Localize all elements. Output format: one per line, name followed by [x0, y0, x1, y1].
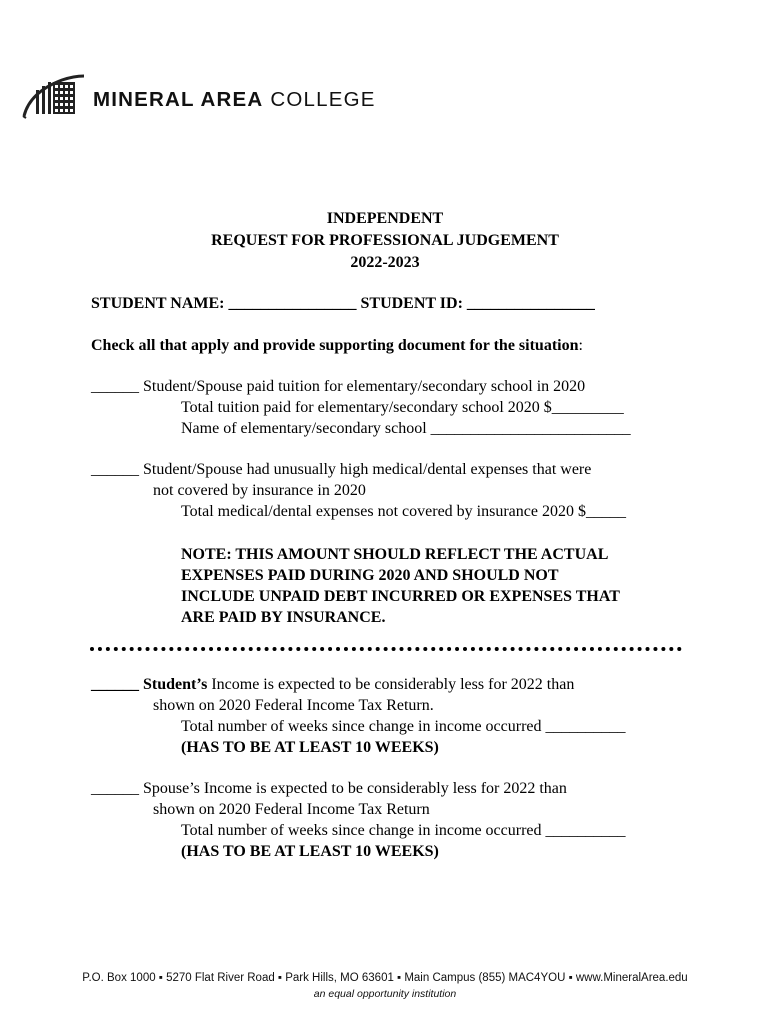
form-title: REQUEST FOR PROFESSIONAL JUDGEMENT — [211, 232, 559, 249]
spouse-weeks-line: Total number of weeks since change in income occurred __________ — [181, 822, 626, 839]
tuition-total-line: Total tuition paid for elementary/secondary school 2020 $_________ — [181, 399, 624, 416]
note-line-1: NOTE: THIS AMOUNT SHOULD REFLECT THE ACTUAL — [181, 546, 609, 563]
tuition-checkbox-line: ______ Student/Spouse paid tuition for elementary/secondary school in 2020 — [91, 378, 586, 395]
student-income-continuation: shown on 2020 Federal Income Tax Return. — [153, 697, 434, 714]
spouse-income-checkbox-line: ______ Spouse’s Income is expected to be considerably less for 2022 than — [91, 780, 567, 797]
student-name-id-line: STUDENT NAME: ________________ STUDENT ID: ________________ — [91, 295, 595, 312]
note-line-3: INCLUDE UNPAID DEBT INCURRED OR EXPENSES THAT — [181, 588, 620, 605]
instruction-colon: : — [578, 337, 583, 354]
student-weeks-line: Total number of weeks since change in income occurred __________ — [181, 718, 626, 735]
note-line-4: ARE PAID BY INSURANCE. — [181, 609, 386, 626]
instruction-text — [91, 337, 583, 355]
spouse-weeks-requirement: (HAS TO BE AT LEAST 10 WEEKS) — [181, 843, 439, 860]
college-name — [93, 88, 376, 112]
medical-total-line: Total medical/dental expenses not covered by insurance 2020 $_____ — [181, 503, 626, 520]
footer-address: P.O. Box 1000 ▪ 5270 Flat River Road ▪ Park Hills, MO 63601 ▪ Main Campus (855) MAC4YOU ▪ www.MineralArea.edu — [82, 972, 688, 984]
student-weeks-requirement: (HAS TO BE AT LEAST 10 WEEKS) — [181, 739, 439, 756]
form-type-title: INDEPENDENT — [326, 210, 444, 227]
footer-tagline: an equal opportunity institution — [313, 988, 457, 1000]
medical-continuation-line: not covered by insurance in 2020 — [153, 482, 366, 499]
instruction-bold: Check all that apply and provide supporting document for the situation — [91, 337, 579, 354]
note-line-2: EXPENSES PAID DURING 2020 AND SHOULD NOT — [181, 567, 559, 584]
student-income-checkbox-line — [91, 676, 574, 694]
spouse-income-continuation: shown on 2020 Federal Income Tax Return — [153, 801, 430, 818]
school-name-line: Name of elementary/secondary school _________________________ — [181, 420, 631, 437]
form-year: 2022-2023 — [350, 254, 420, 271]
student-word: Student’s — [143, 676, 208, 693]
college-name-bold: MINERAL AREA — [93, 88, 264, 111]
student-income-text: Income is expected to be considerably less for 2022 than — [207, 676, 575, 693]
dotted-divider — [90, 647, 682, 651]
medical-checkbox-line: ______ Student/Spouse had unusually high medical/dental expenses that were — [91, 461, 592, 478]
college-name-light: COLLEGE — [270, 88, 376, 111]
student-income-blank: ______ — [91, 676, 139, 693]
